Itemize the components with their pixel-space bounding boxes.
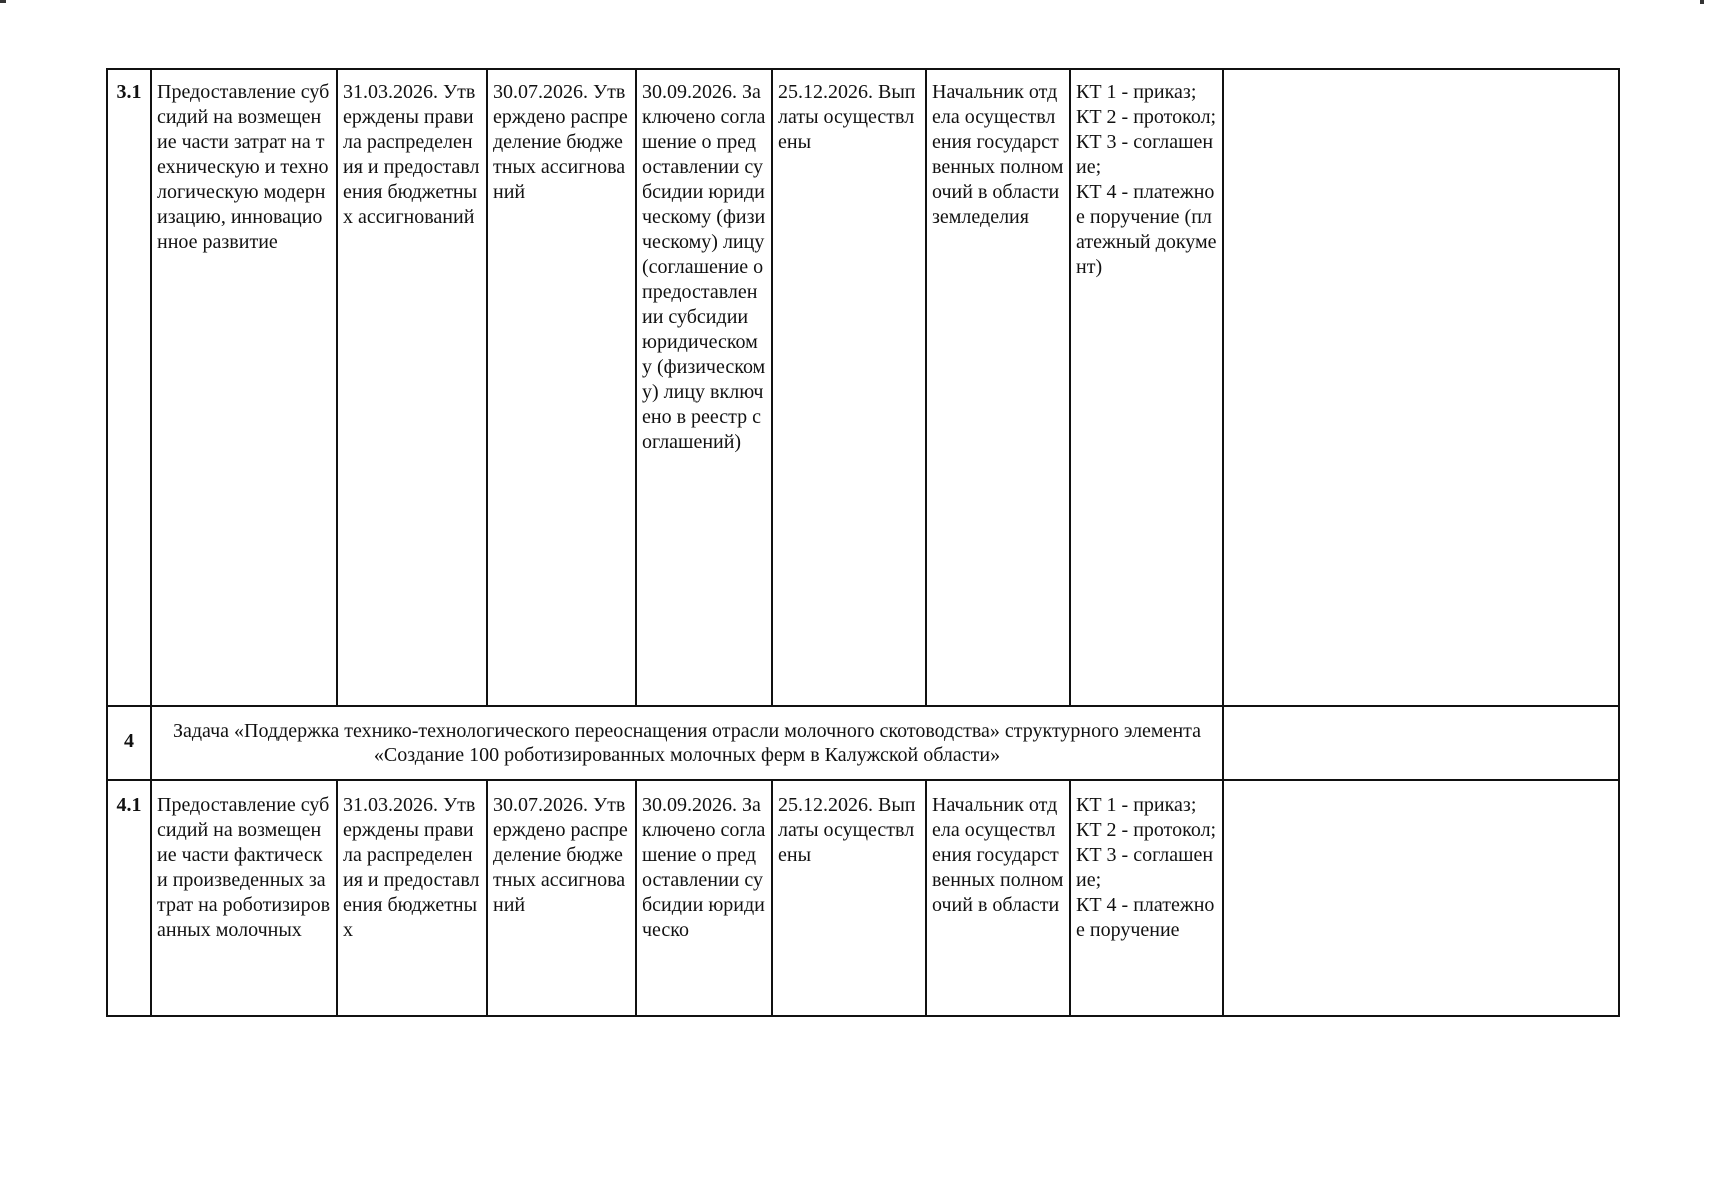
control-points-table xyxy=(106,68,1620,1017)
confirming-documents: КТ 1 - приказ; КТ 2 - протокол; КТ 3 - соглашение; КТ 4 - платежное поручение xyxy=(1070,780,1223,1016)
control-point-1: 31.03.2026. Утверждены правила распределения и предоставления бюджетных ассигнований xyxy=(337,69,487,706)
row-number: 4 xyxy=(107,706,151,780)
measure-name: Предоставление субсидий на возмещение части затрат на техническую и технологическую модернизацию, инновационное развитие xyxy=(151,69,337,706)
table-row xyxy=(107,69,1619,706)
confirming-documents: КТ 1 - приказ; КТ 2 - протокол; КТ 3 - соглашение; КТ 4 - платежное поручение (платежный документ) xyxy=(1070,69,1223,706)
responsible-person: Начальник отдела осуществления государственных полномочий в области земледелия xyxy=(926,69,1070,706)
table-row xyxy=(107,780,1619,1016)
row-number: 4.1 xyxy=(107,780,151,1016)
task-title: Задача «Поддержка технико-технологического переоснащения отрасли молочного скотоводства» структурного элемента «Создание 100 роботизированных молочных ферм в Калужской области» xyxy=(151,706,1223,780)
measure-name: Предоставление субсидий на возмещение части фактически произведенных затрат на роботизированных молочных xyxy=(151,780,337,1016)
control-point-4: 25.12.2026. Выплаты осуществлены xyxy=(772,69,926,706)
extra-column xyxy=(1223,706,1619,780)
scan-artifact-right xyxy=(1700,0,1704,4)
scan-artifact-left xyxy=(0,0,6,3)
extra-column xyxy=(1223,69,1619,706)
control-point-4: 25.12.2026. Выплаты осуществлены xyxy=(772,780,926,1016)
control-point-1: 31.03.2026. Утверждены правила распределения и предоставления бюджетных xyxy=(337,780,487,1016)
extra-column xyxy=(1223,780,1619,1016)
control-point-3: 30.09.2026. Заключено соглашение о предоставлении субсидии юридическо xyxy=(636,780,772,1016)
control-point-3: 30.09.2026. Заключено соглашение о предоставлении субсидии юридическому (физическому) лицу (соглашение о предоставлении субсидии юридическому (физическому) лицу включено в реестр соглашений) xyxy=(636,69,772,706)
row-number: 3.1 xyxy=(107,69,151,706)
control-point-2: 30.07.2026. Утверждено распределение бюджетных ассигнований xyxy=(487,780,636,1016)
task-row xyxy=(107,706,1619,780)
responsible-person: Начальник отдела осуществления государственных полномочий в области xyxy=(926,780,1070,1016)
control-point-2: 30.07.2026. Утверждено распределение бюджетных ассигнований xyxy=(487,69,636,706)
